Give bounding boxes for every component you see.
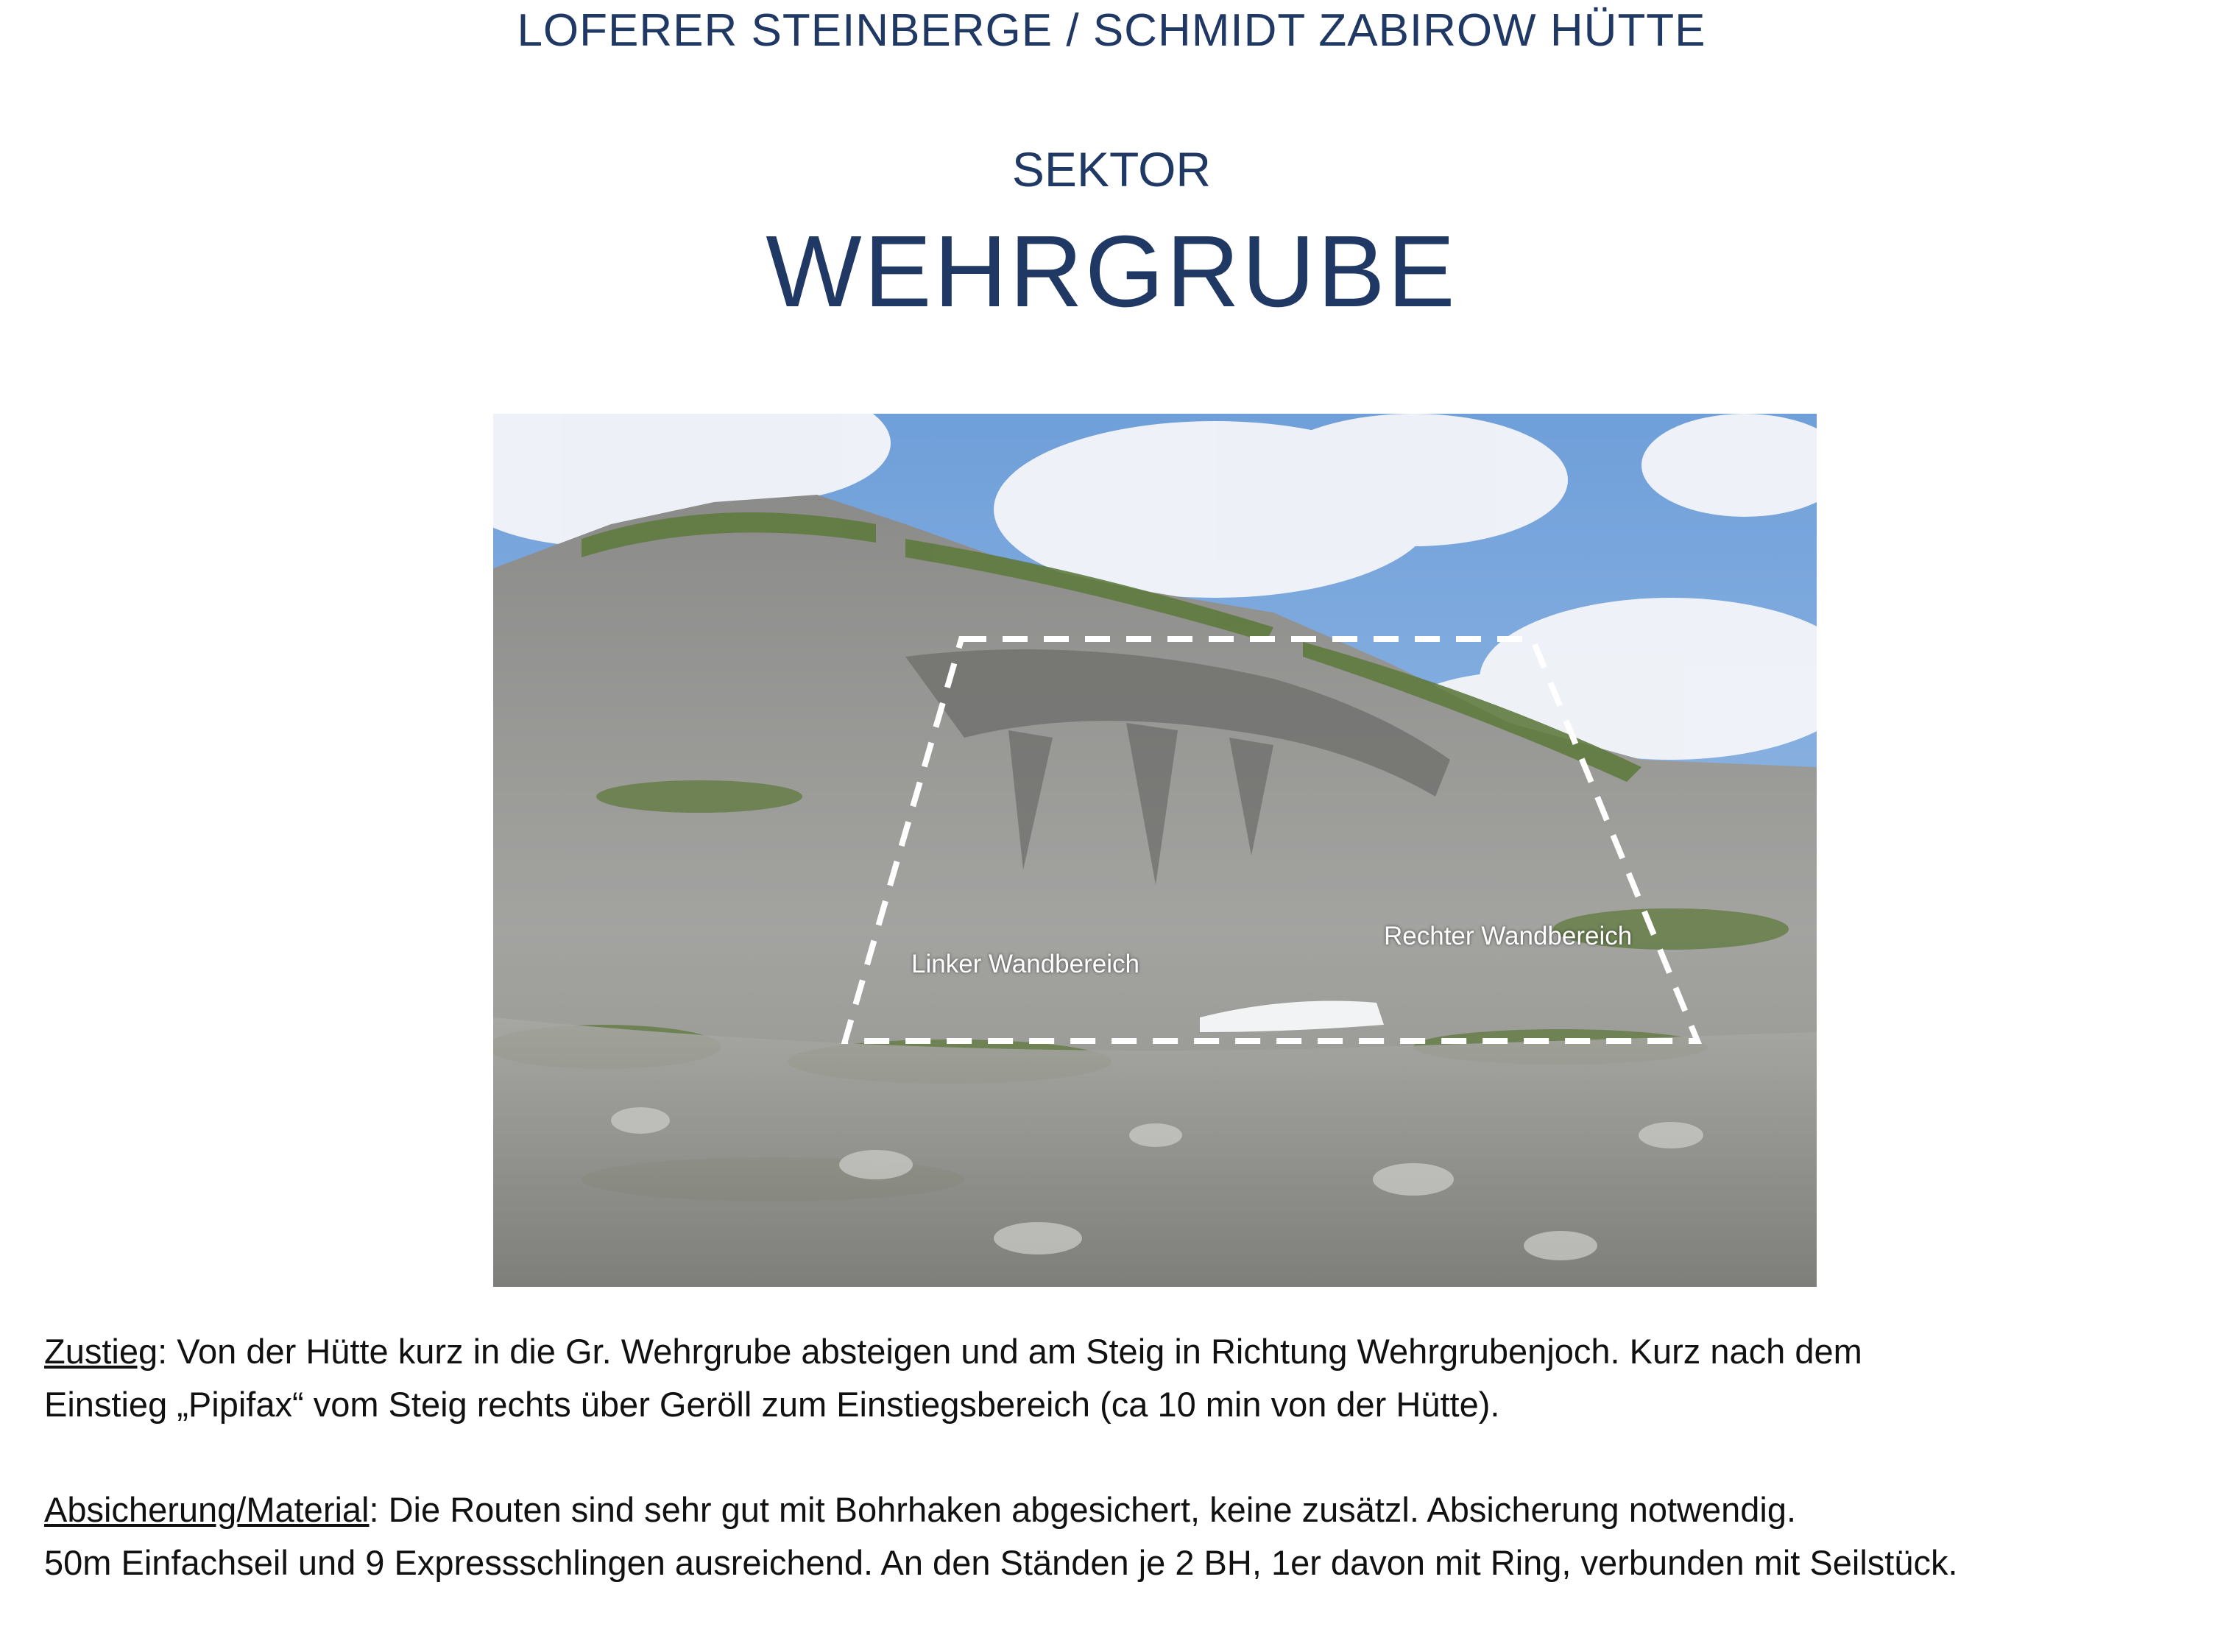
protection-label: Absicherung/Material [44, 1490, 370, 1529]
sector-name: WEHRGRUBE [766, 215, 1457, 328]
approach-label: Zustieg [44, 1332, 158, 1371]
protection-line-1 [44, 1483, 2194, 1536]
left-wall-label: Linker Wandbereich [911, 950, 1139, 978]
crag-photo-drawing [493, 414, 1817, 1287]
protection-text-1: : Die Routen sind sehr gut mit Bohrhaken abgesichert, keine zusätzl. Absicherung notwendig. [369, 1490, 1797, 1529]
right-wall-label: Rechter Wandbereich [1384, 922, 1633, 950]
approach-line-1 [44, 1325, 2194, 1378]
crag-photo [493, 414, 1817, 1287]
protection-paragraph [44, 1483, 2194, 1589]
protection-line-2: 50m Einfachseil und 9 Expressschlingen ausreichend. An den Ständen je 2 BH, 1er davon mit Ring, verbunden mit Seilstück. [44, 1543, 1958, 1582]
area-title: LOFERER STEINBERGE / SCHMIDT ZABIROW HÜTTE [517, 5, 1706, 56]
scree [493, 1017, 1817, 1287]
approach-paragraph [44, 1325, 2194, 1431]
approach-line-2: Einstieg „Pipifax“ vom Steig rechts über Geröll zum Einstiegsbereich (ca 10 min von der Hütte). [44, 1385, 1500, 1424]
approach-text-1: : Von der Hütte kurz in die Gr. Wehrgrube absteigen und am Steig in Richtung Wehrgrubenjoch. Kurz nach dem [158, 1332, 1862, 1371]
sector-label: SEKTOR [1011, 142, 1212, 197]
